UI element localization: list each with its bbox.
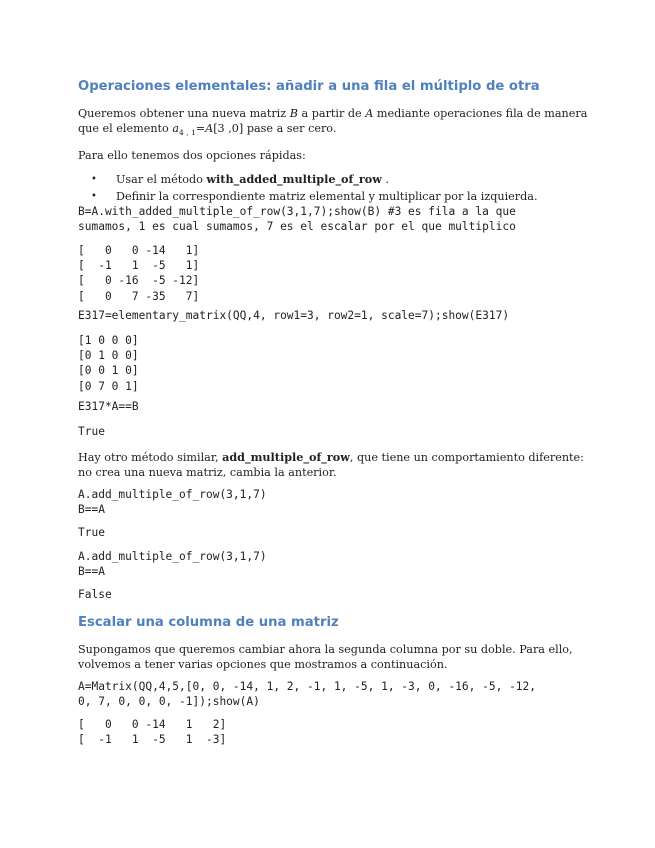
code-cell-add-multiple-2[interactable]: A.add_multiple_of_row(3,1,7) B==A bbox=[78, 550, 267, 579]
scale-paragraph-line-2: volvemos a tener varias opciones que mostramos a continuación. bbox=[78, 658, 448, 671]
section-heading-scale-column: Escalar una columna de una matriz bbox=[78, 615, 339, 630]
math-element-a41: $a_{4 , 1}$ bbox=[172, 122, 196, 137]
options-paragraph: Para ello tenemos dos opciones rápidas: bbox=[78, 149, 306, 162]
bullet-dot: • bbox=[91, 174, 97, 185]
output-matrix-B: [ 0 0 -14 1] [ -1 1 -5 1] [ 0 -16 -5 -12] [ 0 7 -35 7] bbox=[78, 244, 200, 303]
add-multiple-paragraph-line-2: no crea una nueva matriz, cambia la anterior. bbox=[78, 466, 337, 479]
output-false: False bbox=[78, 588, 112, 601]
section-heading-row-operations: Operaciones elementales: añadir a una fila el múltiplo de otra bbox=[78, 79, 540, 94]
bullet-item-2: Definir la correspondiente matriz elemental y multiplicar por la izquierda. bbox=[116, 190, 538, 203]
code-cell-add-multiple-1[interactable]: A.add_multiple_of_row(3,1,7) B==A bbox=[78, 488, 267, 517]
add-multiple-paragraph-line-1: Hay otro método similar, add_multiple_of_row, que tiene un comportamiento diferente: bbox=[78, 450, 584, 464]
code-cell-with-added-multiple[interactable]: B=A.with_added_multiple_of_row(3,1,7);show(B) #3 es fila a la que sumamos, 1 es cual sumamos, 7 es el escalar por el que multiplico bbox=[78, 205, 516, 234]
code-cell-compare-product[interactable]: E317*A==B bbox=[78, 400, 139, 413]
output-matrix-A: [ 0 0 -14 1 2] [ -1 1 -5 1 -3] bbox=[78, 718, 227, 747]
output-matrix-E317: [1 0 0 0] [0 1 0 0] [0 0 1 0] [0 7 0 1] bbox=[78, 334, 139, 393]
intro-paragraph-line-2: que el elemento $a_{4 , 1}=A[3$ ,0] pase a ser cero. bbox=[78, 122, 337, 137]
bullet-dot: • bbox=[91, 191, 97, 202]
output-true: True bbox=[78, 425, 105, 438]
code-cell-elementary-matrix[interactable]: E317=elementary_matrix(QQ,4, row1=3, row2=1, scale=7);show(E317) bbox=[78, 309, 510, 322]
intro-paragraph-line-1: Queremos obtener una nueva matriz B a partir de A mediante operaciones fila de manera bbox=[78, 107, 588, 120]
output-true: True bbox=[78, 526, 105, 539]
bullet-item-1: Usar el método with_added_multiple_of_row . bbox=[116, 172, 390, 186]
code-cell-matrix-definition[interactable]: A=Matrix(QQ,4,5,[0, 0, -14, 1, 2, -1, 1, -5, 1, -3, 0, -16, -5, -12, 0, 7, 0, 0, 0, -1]);show(A) bbox=[78, 680, 537, 709]
scale-paragraph-line-1: Supongamos que queremos cambiar ahora la segunda columna por su doble. Para ello, bbox=[78, 643, 573, 656]
